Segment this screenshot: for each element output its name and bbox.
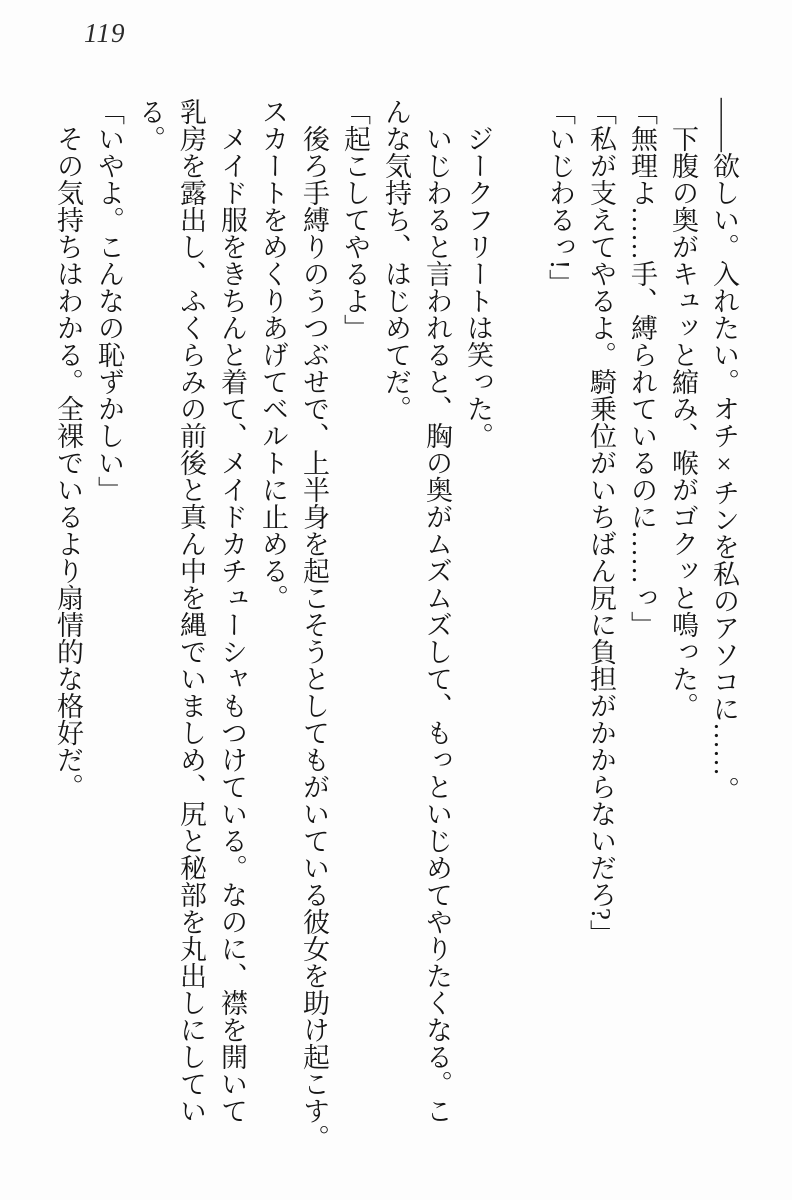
text-column: 後ろ手縛りのうつぶせで、上半身を起こそうとしてもがいている彼女を助け起こす。 xyxy=(299,125,329,1151)
text-column: 乳房を露出し、ふくらみの前後と真ん中を縄でいましめ、尻と秘部を丸出しにしてい xyxy=(176,98,206,1124)
text-column: 下腹の奥がキュッと縮み、喉がゴクッと鳴った。 xyxy=(668,125,698,719)
text-column: ジークフリートは笑った。 xyxy=(463,125,493,449)
text-column: その気持ちはわかる。全裸でいるより扇情的な格好だ。 xyxy=(53,125,83,800)
text-column: メイド服をきちんと着て、メイドカチューシャもつけている。なのに、襟を開いて xyxy=(217,125,247,1124)
text-column: スカートをめくりあげてベルトに止める。 xyxy=(258,98,288,611)
text-column: 「起こしてやるよ」 xyxy=(340,98,370,341)
text-column: 「いじわるっ!」 xyxy=(545,98,575,296)
text-column: 「いやよ。こんなの恥ずかしい」 xyxy=(94,98,124,503)
text-column: んな気持ち、はじめてだ。 xyxy=(381,98,411,422)
text-column: いじわると言われると、胸の奥がムズムズして、もっといじめてやりたくなる。こ xyxy=(422,125,452,1124)
text-column: る。 xyxy=(135,98,165,152)
text-column: ――欲しい。入れたい。オチ×チンを私のアソコに……。 xyxy=(709,98,739,803)
text-block xyxy=(47,98,744,1160)
text-column: 「私が支えてやるよ。騎乗位がいちばん尻に負担がかからないだろ?」 xyxy=(586,98,616,947)
text-column: 「無理よ……手、縛られているのに……っ」 xyxy=(627,98,657,638)
page-number: 119 xyxy=(84,18,126,48)
paragraph-gap xyxy=(498,98,539,1160)
